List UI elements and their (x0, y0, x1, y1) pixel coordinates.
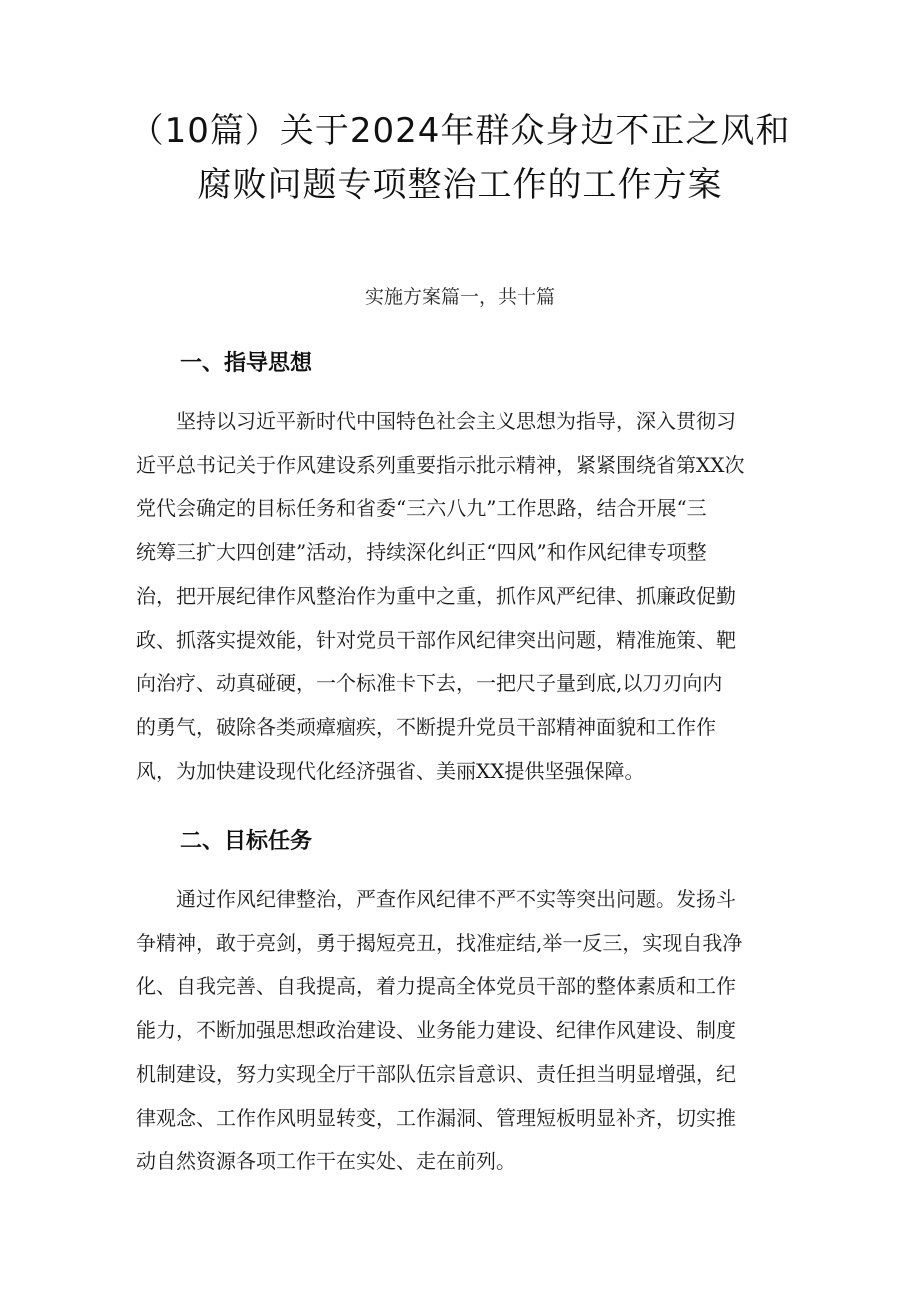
document-title (120, 104, 800, 212)
title-line: （10篇）关于2024年群众身边不正之风和 (129, 111, 791, 151)
paragraph-line: 通过作风纪律整治，严查作风纪律不严不实等突出问题。发扬斗 (136, 887, 736, 911)
paragraph-line: 的勇气，破除各类顽瘴痼疾，不断提升党员干部精神面貌和工作作 (136, 714, 716, 739)
paragraph-line: 争精神，敢于亮剑，勇于揭短亮丑，找准症结,举一反三，实现自我净 (136, 930, 743, 955)
paragraph-line: 政、抓落实提效能，针对党员干部作风纪律突出问题，精准施策、靶 (136, 627, 736, 652)
paragraph-line: 律观念、工作作风明显转变，工作漏洞、管理短板明显补齐，切实推 (136, 1105, 736, 1130)
paragraph-line: 机制建设，努力实现全厅干部队伍宗旨意识、责任担当明显增强，纪 (136, 1061, 736, 1086)
section-paragraph-guiding-ideology (136, 400, 788, 793)
paragraph-line: 坚持以习近平新时代中国特色社会主义思想为指导，深入贯彻习 (136, 409, 736, 433)
section-heading-guiding-ideology: 一、指导思想 (180, 351, 313, 376)
paragraph-line: 向治疗、动真碰硬，一个标准卡下去，一把尺子量到底,以刀刃向内 (136, 671, 723, 696)
paragraph-line: 动自然资源各项工作干在实处、走在前列。 (136, 1149, 516, 1174)
paragraph-line: 近平总书记关于作风建设系列重要指示批示精神，紧紧围绕省第XX次 (136, 452, 745, 477)
paragraph-line: 风，为加快建设现代化经济强省、美丽XX提供坚强保障。 (136, 758, 645, 783)
document-subtitle: 实施方案篇一，共十篇 (364, 286, 555, 308)
paragraph-line: 统筹三扩大四创建”活动，持续深化纠正“四风”和作风纪律专项整 (136, 540, 707, 565)
section-heading-goals-tasks: 二、目标任务 (180, 829, 313, 854)
paragraph-line: 化、自我完善、自我提高，着力提高全体党员干部的整体素质和工作 (136, 974, 736, 999)
section-paragraph-goals-tasks (136, 878, 788, 1184)
title-line: 腐败问题专项整治工作的工作方案 (197, 165, 723, 205)
paragraph-line: 治，把开展纪律作风整治作为重中之重，抓作风严纪律、抓廉政促勤 (136, 583, 736, 608)
paragraph-line: 能力，不断加强思想政治建设、业务能力建设、纪律作风建设、制度 (136, 1018, 736, 1043)
paragraph-line: 党代会确定的目标任务和省委“三六八九”工作思路，结合开展“三 (136, 496, 707, 521)
